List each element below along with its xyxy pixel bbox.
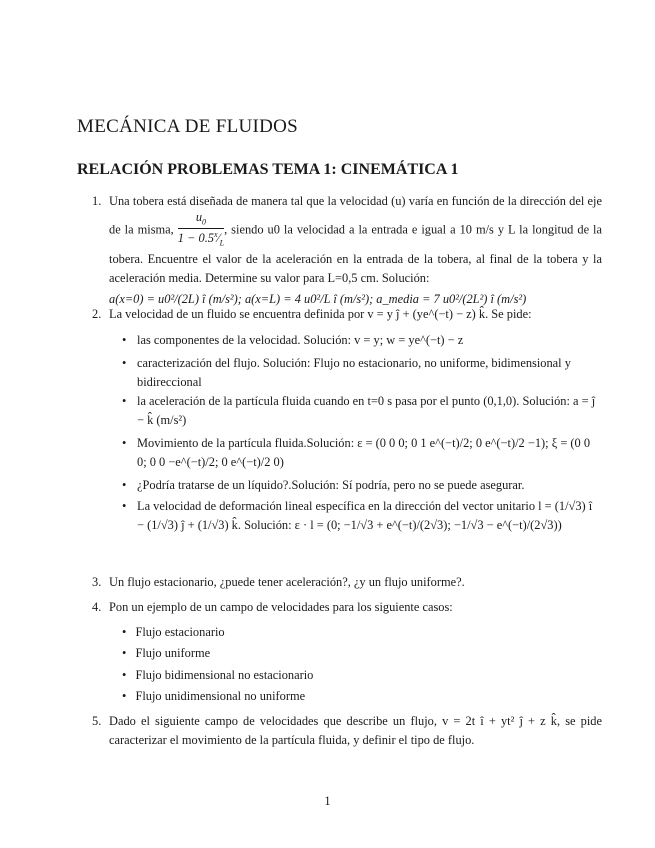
problem-1-text-b: , siendo u0 la velocidad a la entrada e igual a 10 m/s y L la longitud de la tobera. Encuentre el valor de la aceleración en la entrada de la tobera, al final de la tobera y la aceleración media. Determine su valor para L=0,5 cm. Solución: bbox=[109, 222, 602, 286]
problem-1-text bbox=[109, 192, 602, 309]
document-subtitle: RELACIÓN PROBLEMAS TEMA 1: CINEMÁTICA 1 bbox=[77, 161, 459, 178]
bullet-text: Movimiento de la partícula fluida.Solución: ε = (0 0 0; 0 1 e^(−t)/2; 0 e^(−t)/2 −1); ξ = (0 0 0; 0 0 −e^(−t)/2; 0 e^(−t)/2 0) bbox=[137, 436, 591, 469]
bullet-text: Flujo estacionario bbox=[135, 625, 225, 639]
bullet-icon: • bbox=[122, 689, 127, 703]
bullet-icon: • bbox=[122, 333, 127, 347]
problem-number: 3. bbox=[92, 575, 102, 589]
list-item bbox=[122, 687, 305, 706]
problem-1-text-a: Una tobera está diseñada de manera tal que la velocidad (u) varía en función de la dirección del eje de la misma, bbox=[109, 194, 602, 237]
bullet-icon: • bbox=[122, 478, 127, 492]
problem-1-solution: a(x=0) = u0²/(2L) î (m/s²); a(x=L) = 4 u0²/L î (m/s²); a_media = 7 u0²/(2L²) î (m/s²) bbox=[109, 292, 527, 307]
bullet-icon: • bbox=[122, 499, 127, 513]
problem-3-text: Un flujo estacionario, ¿puede tener aceleración?, ¿y un flujo uniforme?. bbox=[109, 575, 465, 589]
bullet-text: ¿Podría tratarse de un líquido?.Solución: Sí podría, pero no se puede asegurar. bbox=[137, 478, 525, 492]
bullet-icon: • bbox=[122, 625, 127, 639]
bullet-text: las componentes de la velocidad. Solución: v = y; w = ye^(−t) − z bbox=[137, 333, 464, 347]
problem-5-text: Dado el siguiente campo de velocidades que describe un flujo, v = 2t î + yt² ĵ + z k̂, se pide caracterizar el movimiento de la partícula fluida, y definir el tipo de flujo. bbox=[109, 714, 602, 747]
list-item bbox=[122, 497, 602, 535]
list-item bbox=[122, 623, 225, 642]
bullet-text: caracterización del flujo. Solución: Flujo no estacionario, no uniforme, bidimensional y bidireccional bbox=[137, 356, 571, 389]
bullet-text: la aceleración de la partícula fluida cuando en t=0 s pasa por el punto (0,1,0). Solución: a = ĵ − k̂ (m/s²) bbox=[137, 394, 596, 427]
bullet-icon: • bbox=[122, 646, 127, 660]
bullet-icon: • bbox=[122, 668, 127, 682]
problem-number: 5. bbox=[92, 714, 102, 728]
bullet-text: Flujo uniforme bbox=[135, 646, 211, 660]
bullet-text: La velocidad de deformación lineal específica en la dirección del vector unitario l = (1/√3) î − (1/√3) ĵ + (1/√3) k̂. Solución: ε · l = (0; −1/√3 + e^(−t)/(2√3); −1/√3 − e^(−t)/(2√3)) bbox=[137, 499, 593, 532]
problem-5 bbox=[92, 712, 602, 750]
list-item bbox=[122, 354, 602, 392]
bullet-text: Flujo unidimensional no uniforme bbox=[135, 689, 306, 703]
list-item bbox=[122, 666, 313, 685]
equation-u: $\frac{u_0}{1 - 0.5^x⁄_L}$ bbox=[177, 210, 225, 249]
problem-number: 1. bbox=[92, 194, 102, 208]
bullet-icon: • bbox=[122, 436, 127, 450]
list-item bbox=[122, 644, 210, 663]
problem-number: 4. bbox=[92, 600, 102, 614]
problem-number: 2. bbox=[92, 307, 102, 321]
list-item bbox=[122, 392, 602, 430]
problem-4-text: Pon un ejemplo de un campo de velocidades para los siguiente casos: bbox=[109, 600, 453, 614]
problem-2-text: La velocidad de un fluido se encuentra definida por v = y ĵ + (ye^(−t) − z) k̂. Se pide: bbox=[109, 307, 532, 321]
page-number: 1 bbox=[324, 794, 331, 808]
problem-2 bbox=[92, 305, 602, 324]
list-item bbox=[122, 476, 602, 495]
problem-4 bbox=[92, 598, 602, 617]
bullet-icon: • bbox=[122, 356, 127, 370]
problem-3 bbox=[92, 573, 602, 592]
bullet-icon: • bbox=[122, 394, 127, 408]
list-item bbox=[122, 331, 602, 350]
bullet-text: Flujo bidimensional no estacionario bbox=[135, 668, 314, 682]
list-item bbox=[122, 434, 602, 472]
document-title: MECÁNICA DE FLUIDOS bbox=[77, 116, 299, 137]
problem-1 bbox=[92, 192, 602, 309]
